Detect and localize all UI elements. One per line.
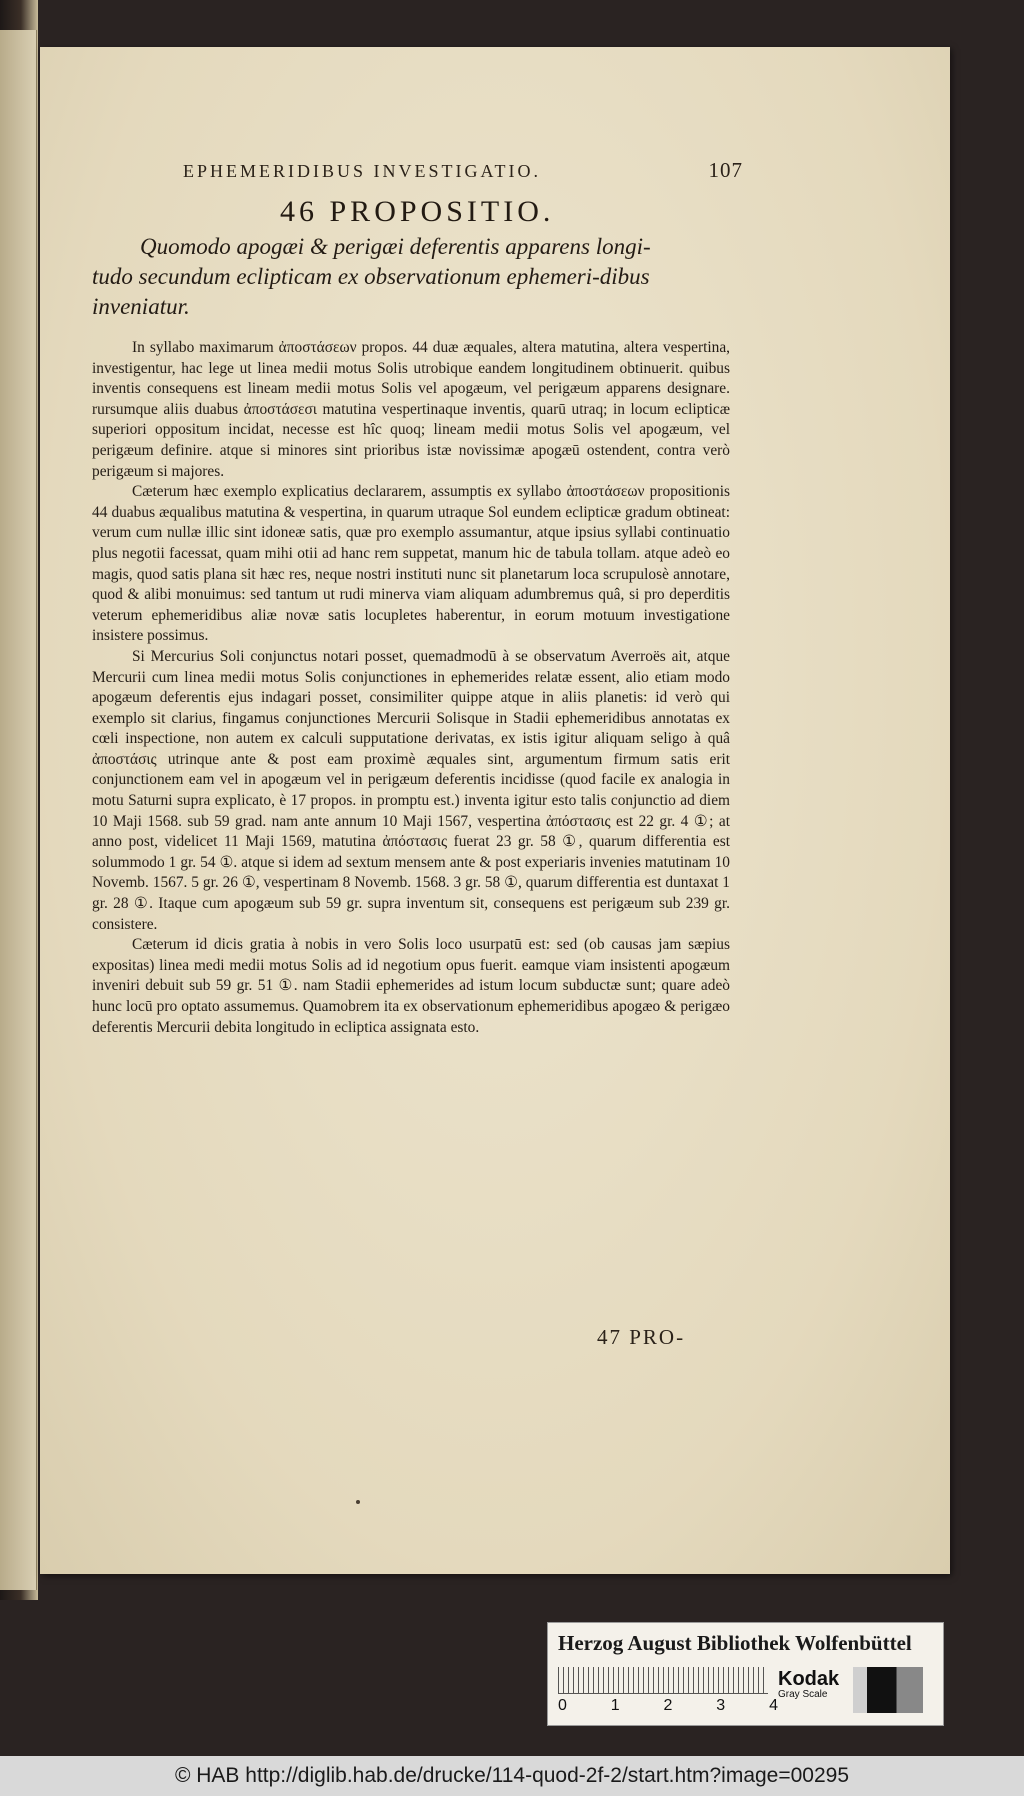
kodak-label — [778, 1669, 839, 1700]
paragraph-2: Cæterum hæc exemplo explicatius declararem, assumptis ex syllabo ἀποστάσεων propositionis 44 duabus æqualibus matutina & vespertina, in quarum utraque Sol eundem eclipticæ gradum obtineat: verum cum nullæ illic sint idoneæ satis, quæ pro exemplo assumantur, atque ipsius syllabi continuatio plus negotii facessat, quam mihi otii ad hanc rem suppetat, manum hic de tabula tollam. atque adeò eo magis, quod satis plana sit hæc res, neque nostri instituti nunc sit planetarum loca scrupulosè annotare, quod & alibi monuimus: sed tantum ut rudi minerva viam aliquam adumbremus quâ, si pro deperditis veterum ephemeridibus aliæ novæ satis locupletes haberentur, in eorum motuum investigatione insistere possimus. — [92, 483, 730, 645]
footer-link[interactable]: © HAB http://diglib.hab.de/drucke/114-quod-2f-2/start.htm?image=00295 — [174, 1764, 850, 1787]
facing-page-edge — [0, 30, 37, 1590]
page-speck — [356, 1500, 360, 1504]
scale-number: 0 — [558, 1697, 567, 1714]
running-head-text: EPHEMERIDIBUS INVESTIGATIO. — [183, 161, 541, 181]
paragraph-1: In syllabo maximarum ἀποστάσεων propos. 44 duæ æquales, altera matutina, altera vespertina, investigentur, hac lege ut linea medii motus Solis utrobique eandem longitudinem obtinuerit. quibus inventis consequens est lineam medii motus Solis vel apogæum, vel perigæum apparens designare. rursumque aliis duabus ἀποστάσεσι matutina vespertinaque inventis, quarū utraq; in locum eclipticæ superiori oppositum incidat, necesse est hîc quoq; lineam medii motus Solis vel apogæum, vel perigæum definire. atque si minores sint prioribus istæ novissimæ apogæū ostendent, contra verò perigæum si majores. — [92, 339, 730, 480]
library-color-card — [547, 1622, 944, 1726]
question-line-rest: tudo secundum eclipticam ex observationum ephemeri-dibus inveniatur. — [92, 264, 650, 319]
scale-numbers — [558, 1697, 778, 1715]
scale-ruler — [558, 1667, 768, 1694]
scale-number: 3 — [716, 1697, 726, 1714]
kodak-brand: Kodak — [778, 1668, 840, 1690]
scale-number: 4 — [769, 1697, 778, 1714]
scale-number: 2 — [663, 1697, 673, 1714]
page-number: 107 — [708, 158, 743, 182]
catchword: 47 PRO- — [597, 1325, 686, 1349]
scale-number: 1 — [610, 1697, 620, 1714]
body-text — [92, 338, 730, 1038]
proposition-title: 46 PROPOSITIO. — [280, 195, 555, 228]
question-line-1: Quomodo apogæi & perigæi deferentis apparens longi- — [140, 234, 651, 259]
library-name: Herzog August Bibliothek Wolfenbüttel — [558, 1631, 912, 1655]
paragraph-4: Cæterum id dicis gratia à nobis in vero Solis loco usurpatū est: sed (ob causas jam sæpius expositas) linea medi medii motus Solis ad id negotium opus fuerit. eamque viam insistenti apogæum inveniri debuit sub 59 gr. 51 ①. nam Stadii ephemerides ad istum locum subductæ sunt; quare adeò hunc locū pro optato assumemus. Quamobrem ita ex observationum ephemeridibus apogæo & perigæo deferentis Mercurii debita longitudo in ecliptica assignata esto. — [92, 936, 730, 1036]
proposition-question — [92, 232, 742, 322]
gray-scale-label: Gray Scale — [778, 1689, 828, 1700]
footer-bar — [0, 1756, 1024, 1796]
gray-scale-swatch — [853, 1667, 923, 1713]
paragraph-3: Si Mercurius Soli conjunctus notari posset, quemadmodū à se observatum Averroës ait, atque Mercurii cum linea medii motus Solis conjunctiones in ephemerides relatæ essent, alio etiam modo apogæum deferentis ejus indagari posset, consimiliter quippe atque in aliis planetis: id verò qui exemplo sit clarius, fingamus conjunctiones Mercurii Solisque in Stadii ephemeridibus annotatas ex cœli inspectione, non autem ex calculi supputatione derivatas, ex istis igitur aliquam seligo à quâ ἀποστάσις utrinque ante & post eam proximè æquales sint, argumentum firmum satis erit conjunctionem eam vel in apogæum vel in perigæum deferentis incidisse (quod facile ex analogia in motu Saturni supra explicato, è 17 propos. in promptu est.) inventa igitur esto talis conjunctio ad diem 10 Maji 1568. sub 59 grad. nam ante annum 10 Maji 1567, vespertina ἀπόστασις est 22 gr. 4 ①; at anno post, videlicet 11 Maji 1569, matutina ἀπόστασις fuerat 23 gr. 58 ①, quarum differentia est solummodo 1 gr. 54 ①. atque si idem ad sextum mensem ante & post experiaris invenies matutinam 10 Novemb. 1567. 5 gr. 26 ①, vespertinam 8 Novemb. 1568. 3 gr. 58 ①, quarum differentia est duntaxat 1 gr. 28 ①. Itaque cum apogæum sub 59 gr. supra inventum sit, consequens est perigæum sub 239 gr. consistere. — [92, 647, 730, 933]
running-head — [183, 158, 743, 183]
